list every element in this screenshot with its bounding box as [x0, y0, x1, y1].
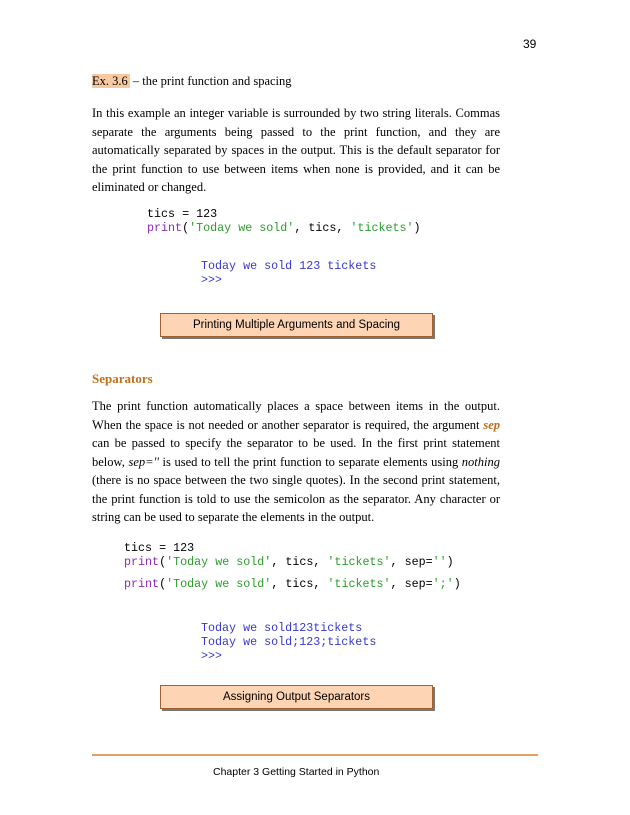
- output-block-1: [201, 259, 376, 287]
- code-block-1: [147, 207, 421, 235]
- output-line: Today we sold123tickets: [201, 621, 363, 635]
- page-number: 39: [523, 37, 537, 51]
- example-heading: [92, 74, 292, 89]
- footer-divider: [92, 754, 538, 756]
- example-label: Ex. 3.6: [92, 74, 128, 88]
- output-line: Today we sold;123;tickets: [201, 635, 377, 649]
- code-block-2: [124, 541, 461, 591]
- example-title: – the print function and spacing: [129, 74, 292, 88]
- section-heading: Separators: [92, 371, 153, 386]
- code-line: tics = 123: [147, 207, 218, 221]
- output-line: Today we sold 123 tickets: [201, 259, 377, 273]
- code-line: print('Today we sold', tics, 'tickets'): [147, 221, 421, 235]
- intro-paragraph: In this example an integer variable is surrounded by two string literals. Commas separate the arguments being passed to the print function, and they are automatically separated by spaces in the output. This is the default separator for the print function to use between items when none is provided, and it can be eliminated or changed.: [92, 106, 500, 194]
- code-line: tics = 123: [124, 541, 195, 555]
- sep-keyword: sep: [483, 417, 500, 432]
- separators-paragraph: The print function automatically places a space between items in the output. When the space is not needed or another separator is required, the argument sep can be passed to specify the separator to be used. In the first print statement below, sep='' is used to tell the print function to separate elements using nothing (there is no space between the two single quotes). In the second print statement, the print function is told to use the semicolon as the separator. Any character or string can be used to separate the elements in the output.: [92, 399, 500, 524]
- shell-prompt: >>>: [201, 273, 223, 287]
- code-line: print('Today we sold', tics, 'tickets', sep=';'): [124, 577, 461, 591]
- output-block-2: [201, 621, 376, 663]
- figure-caption: Printing Multiple Arguments and Spacing: [160, 313, 433, 337]
- figure-caption: Assigning Output Separators: [160, 685, 433, 709]
- page-footer: Chapter 3 Getting Started in Python: [213, 766, 380, 778]
- code-line: print('Today we sold', tics, 'tickets', sep=''): [124, 555, 454, 569]
- shell-prompt: >>>: [201, 649, 223, 663]
